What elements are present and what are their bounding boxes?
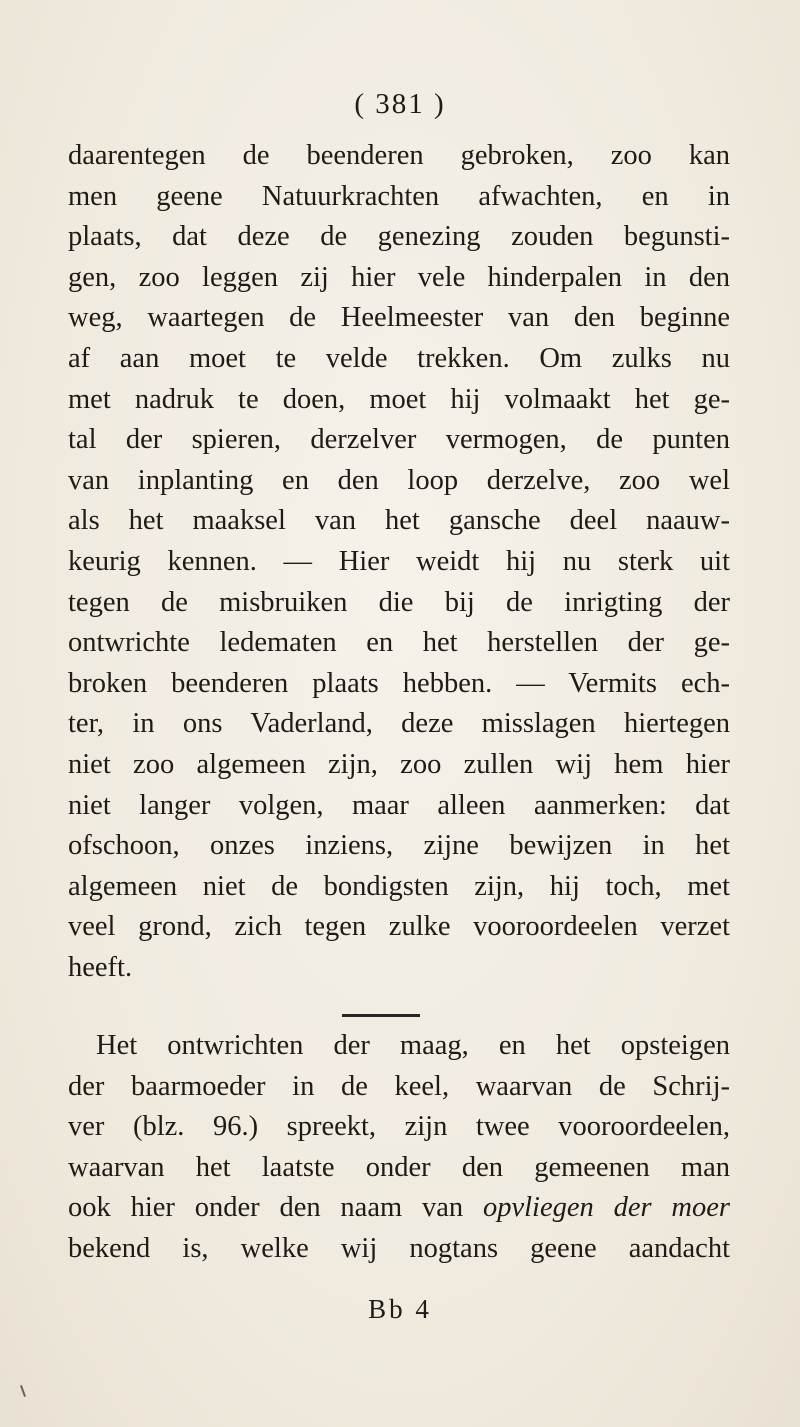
text-line: ver (blz. 96.) spreekt, zijn twee vooroordeelen, — [68, 1111, 730, 1143]
text-line: ter, in ons Vaderland, deze misslagen hiertegen — [68, 708, 730, 740]
section-divider — [342, 1014, 420, 1017]
text-line: broken beenderen plaats hebben. — Vermits ech- — [68, 667, 730, 699]
text-line: Het ontwrichten der maag, en het opsteigen — [96, 1030, 730, 1061]
text-line: bekend is, welke wij nogtans geene aandacht — [68, 1232, 730, 1264]
paragraph-2 — [68, 1026, 730, 1270]
text-line: ofschoon, onzes inziens, zijne bewijzen in het — [68, 830, 730, 862]
text-line: men geene Natuurkrachten afwachten, en in — [68, 180, 730, 212]
ink-speck — [20, 1385, 26, 1397]
text-line: keurig kennen. — Hier weidt hij nu sterk uit — [68, 545, 730, 577]
text-segment: ook hier onder den naam van — [68, 1192, 464, 1224]
text-line: algemeen niet de bondigsten zijn, hij toch, met — [68, 870, 730, 902]
text-line: daarentegen de beenderen gebroken, zoo kan — [68, 140, 730, 171]
signature-mark: Bb 4 — [368, 1294, 432, 1324]
italic-term: opvliegen der moer — [482, 1192, 731, 1224]
text-line: weg, waartegen de Heelmeester van den beginne — [68, 302, 730, 334]
text-line-with-italic — [68, 1188, 730, 1229]
text-line: van inplanting en den loop derzelve, zoo wel — [68, 464, 730, 496]
text-line: tegen de misbruiken die bij de inrigting der — [68, 586, 730, 618]
text-line: waarvan het laatste onder den gemeenen man — [68, 1151, 730, 1183]
text-line: af aan moet te velde trekken. Om zulks nu — [68, 342, 730, 374]
text-line: niet langer volgen, maar alleen aanmerken: dat — [68, 789, 730, 821]
text-line: plaats, dat deze de genezing zouden begunsti- — [68, 221, 730, 253]
paragraph-1 — [68, 136, 730, 988]
text-line: der baarmoeder in de keel, waarvan de Schrij- — [68, 1070, 730, 1102]
text-line: tal der spieren, derzelver vermogen, de punten — [68, 424, 730, 456]
text-line: niet zoo algemeen zijn, zoo zullen wij hem hier — [68, 748, 730, 780]
text-line: gen, zoo leggen zij hier vele hinderpalen in den — [68, 261, 730, 293]
page-number-header: ( 381 ) — [354, 88, 446, 120]
text-line: heeft. — [68, 951, 133, 983]
text-line: veel grond, zich tegen zulke vooroordeelen verzet — [68, 911, 730, 943]
text-line: met nadruk te doen, moet hij volmaakt het ge- — [68, 383, 730, 415]
text-line: ontwrichte ledematen en het herstellen der ge- — [68, 627, 730, 659]
text-line: als het maaksel van het gansche deel naauw- — [68, 505, 730, 537]
